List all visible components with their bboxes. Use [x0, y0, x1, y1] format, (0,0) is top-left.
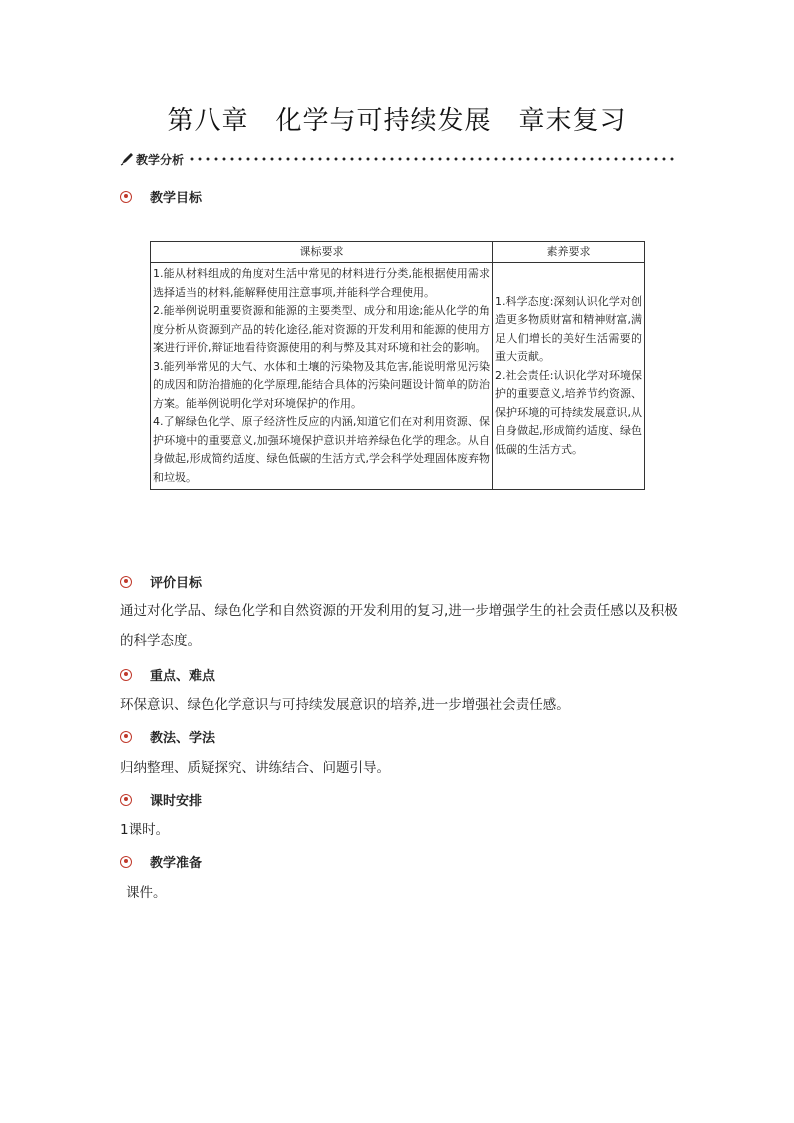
dotted-divider: [188, 156, 676, 162]
section-evaluation: [120, 572, 202, 591]
analysis-label: 教学分析: [136, 152, 185, 167]
section-title: 教学目标: [150, 191, 203, 206]
section-title: 教法、学法: [150, 731, 216, 746]
preparation-text: 课件。: [126, 885, 167, 901]
requirement-item: 2.能举例说明重要资源和能源的主要类型、成分和用途;能从化学的角度分析从资源到产品的转化途径,能对资源的开发利用和能源的使用方案进行评价,辩证地看待资源使用的利与弊及其对环境和社会的影响。: [153, 304, 490, 354]
table-header: 素养要求: [492, 242, 644, 263]
table-header-row: [151, 242, 645, 263]
section-title: 评价目标: [150, 576, 203, 591]
section-title: 重点、难点: [150, 669, 216, 684]
table-row: [151, 263, 645, 490]
requirement-item: 3.能列举常见的大气、水体和土壤的污染物及其危害,能说明常见污染的成因和防治措施的化学原理,能结合具体的污染问题设计简单的防治方案。能举例说明化学对环境保护的作用。: [153, 359, 490, 410]
key-points-text: 环保意识、绿色化学意识与可持续发展意识的培养,进一步增强社会责任感。: [120, 697, 570, 713]
section-methods: [120, 727, 215, 746]
section-preparation: [120, 852, 202, 871]
target-bullet-icon: [120, 191, 132, 203]
target-bullet-icon: [120, 856, 132, 868]
section-schedule: [120, 790, 202, 809]
section-goals: [120, 187, 202, 206]
requirement-item: 1.能从材料组成的角度对生活中常见的材料进行分类,能根据使用需求选择适当的材料,能解释使用注意事项,并能科学合理使用。: [153, 267, 490, 299]
evaluation-text: 通过对化学品、绿色化学和自然资源的开发利用的复习,进一步增强学生的社会责任感以及积极的科学态度。: [120, 603, 678, 649]
target-bullet-icon: [120, 794, 132, 806]
literacy-item: 2.社会责任:认识化学对环境保护的重要意义,培养节约资源、保护环境的可持续发展意识,从自身做起,形成简约适度、绿色低碳的生活方式。: [494, 368, 642, 456]
schedule-text: 1课时。: [120, 822, 170, 838]
section-title: 教学准备: [150, 856, 203, 871]
goals-table: [150, 241, 645, 490]
literacy-cell: [492, 263, 644, 490]
section-key-points: [120, 665, 215, 684]
pen-icon: [120, 152, 134, 166]
requirements-cell: [151, 263, 493, 490]
section-title: 课时安排: [150, 794, 203, 809]
table-header: 课标要求: [151, 242, 493, 263]
target-bullet-icon: [120, 731, 132, 743]
teaching-analysis-bar: [120, 150, 676, 168]
requirement-item: 4.了解绿色化学、原子经济性反应的内涵,知道它们在对利用资源、保护环境中的重要意义,加强环境保护意识并培养绿色化学的理念。从自身做起,形成简约适度、绿色低碳的生活方式,学会科学处理固体废弃物和垃圾。: [153, 415, 490, 484]
target-bullet-icon: [120, 669, 132, 681]
literacy-item: 1.科学态度:深刻认识化学对创造更多物质财富和精神财富,满足人们增长的美好生活需要的重大贡献。: [494, 294, 642, 364]
target-bullet-icon: [120, 576, 132, 588]
methods-text: 归纳整理、质疑探究、讲练结合、问题引导。: [120, 760, 390, 776]
page-title: 第八章 化学与可持续发展 章末复习: [167, 106, 627, 136]
